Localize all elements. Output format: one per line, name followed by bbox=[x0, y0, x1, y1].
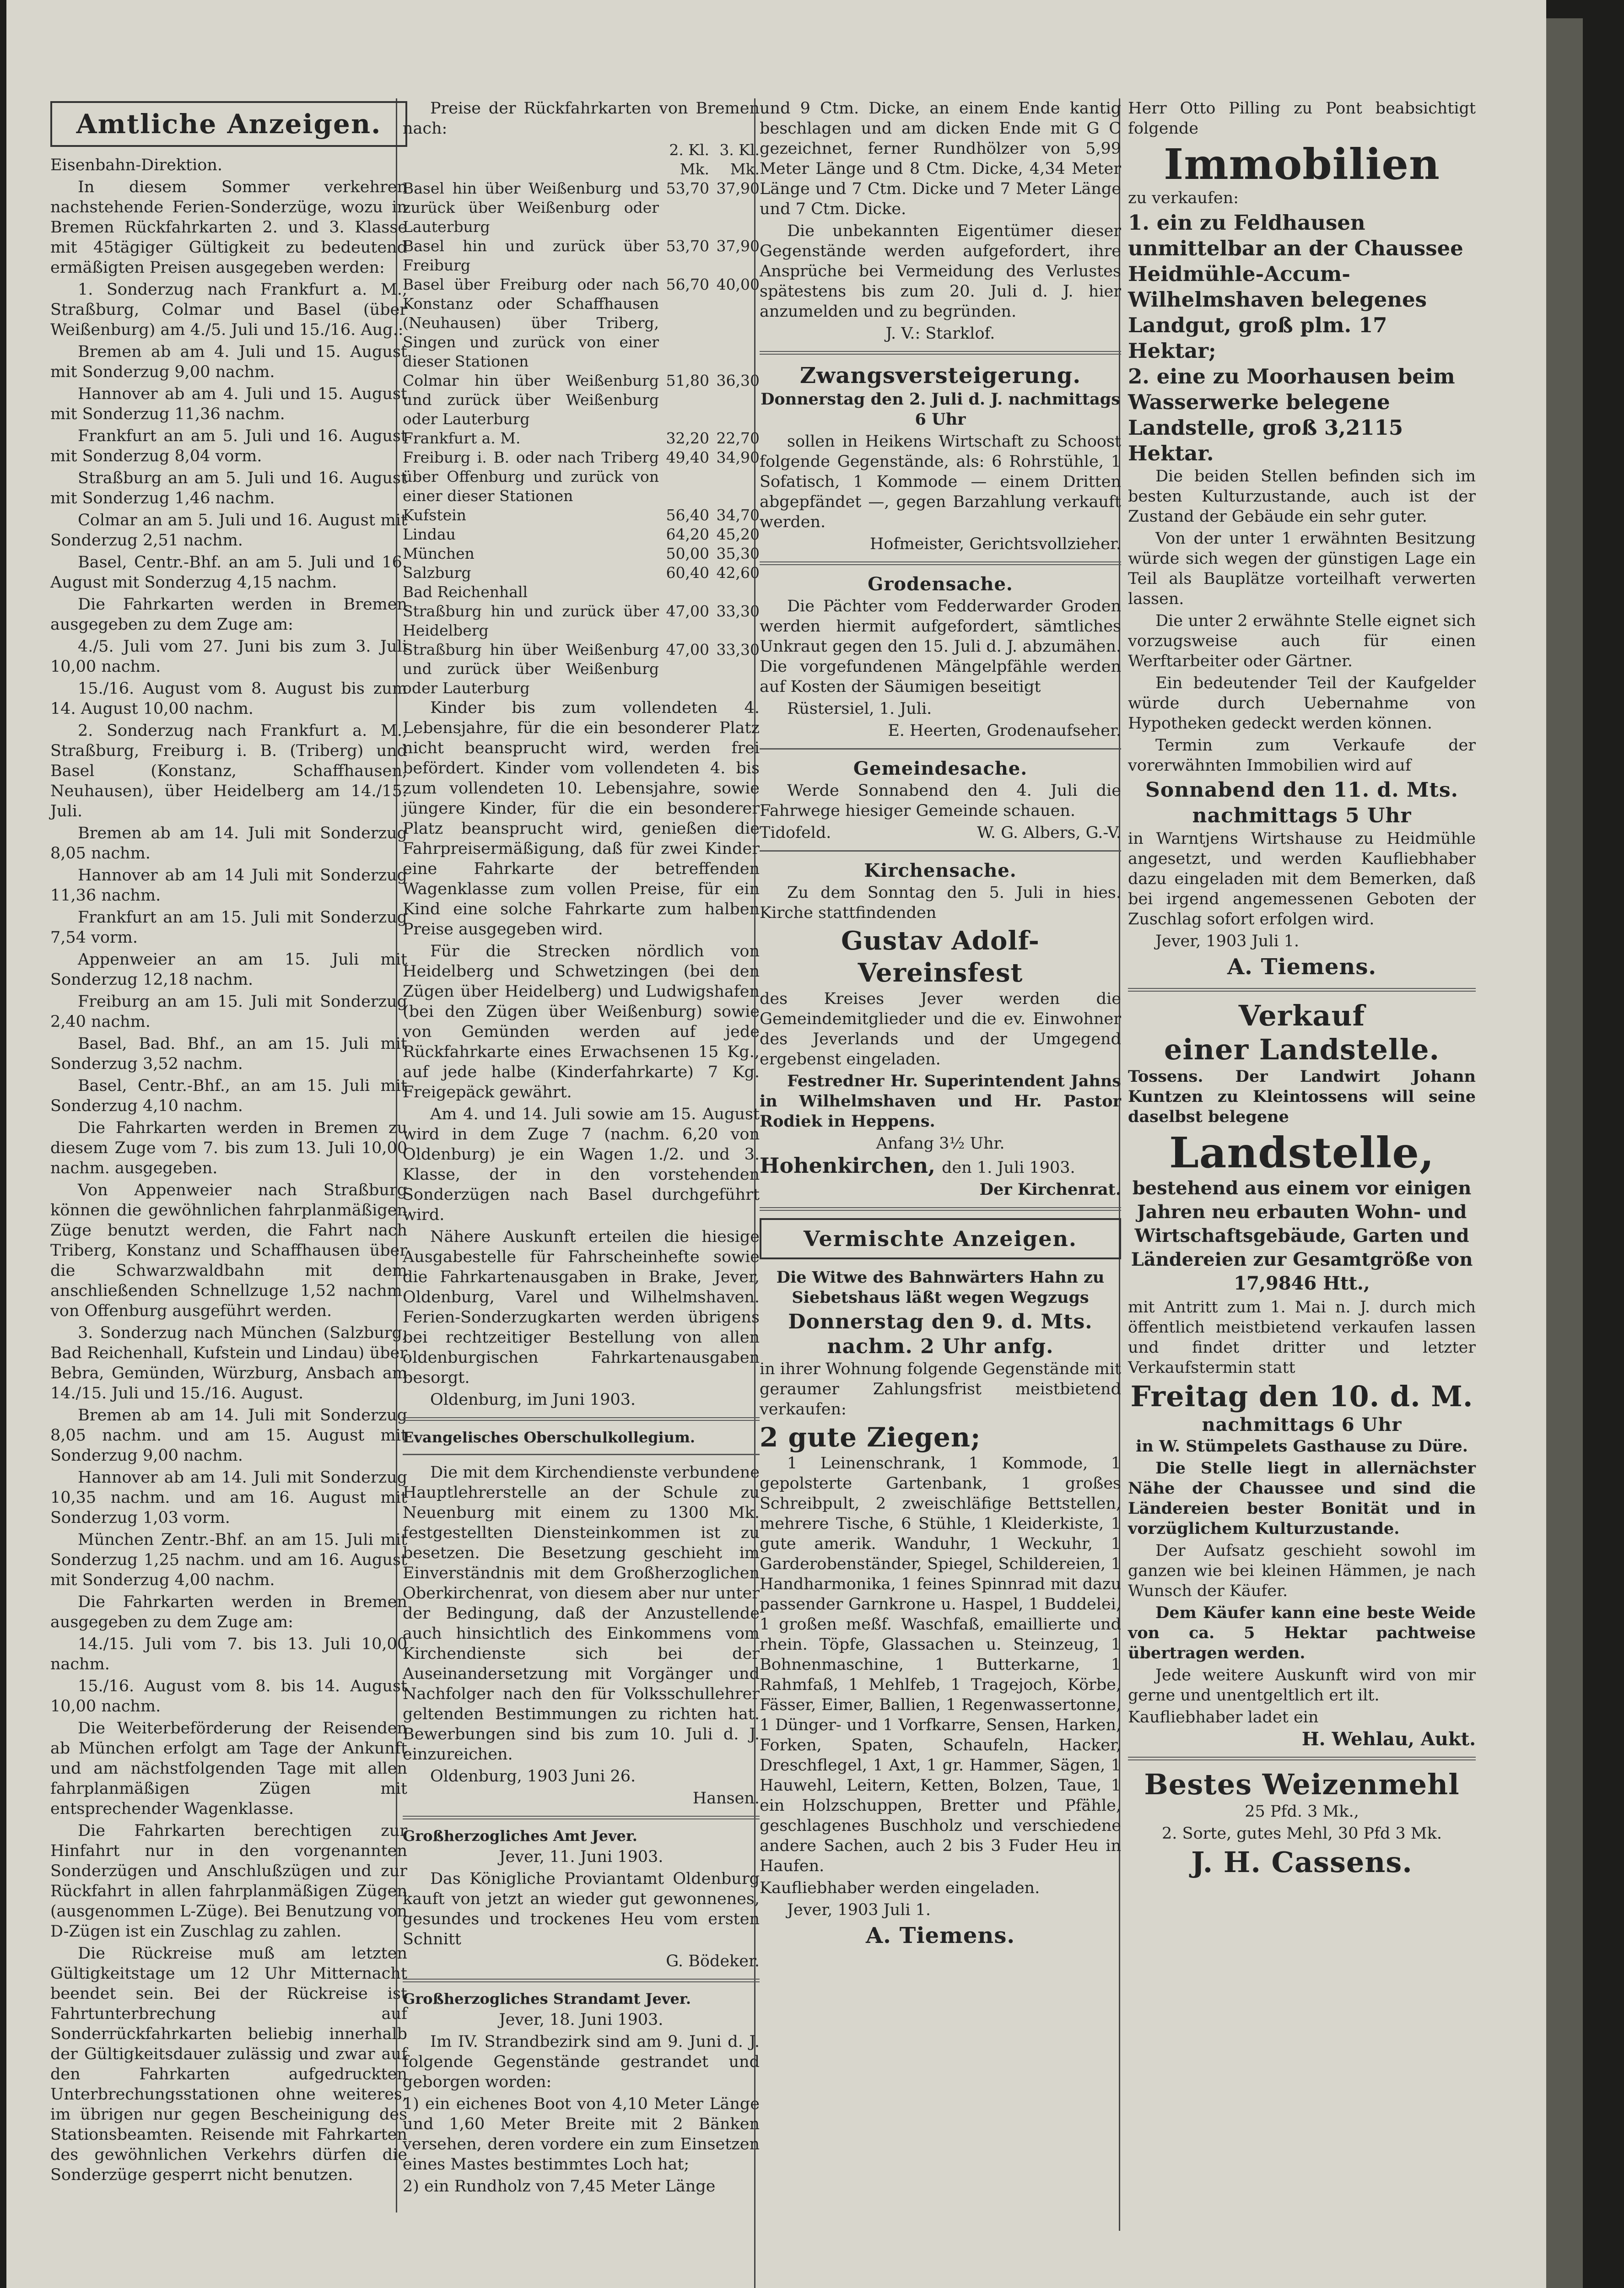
notice-text: Die mit dem Kirchendienste verbundene Hauptlehrerstelle an der Schule zu Neuenburg mit einem zu 1300 Mk. festgestellten Diensteinkommen ist zu besetzen. Die Besetzung geschieht im Einverständnis mit dem Großherzoglichen Oberkirchenrat, von diesem aber nur unter der Bedingung, daß der Anzustellende auch hinsichtlich des Einkommens vom Kirchendienste sich bei der Auseinandersetzung mit Vorgänger und Nachfolger nach den für Volksschullehrer geltenden Bestimmungen zu richten hat. Bewerbungen sind bis zum 10. Juli d. J. einzureichen. bbox=[403, 1463, 760, 1764]
ad-signature: J. H. Cassens. bbox=[1191, 1846, 1413, 1879]
divider bbox=[403, 1454, 760, 1455]
fare-destination: Frankfurt a. M. bbox=[403, 429, 521, 447]
fare-unit-row bbox=[403, 160, 760, 179]
fare-price-2: 60,40 bbox=[666, 564, 709, 582]
fare-price-2: 53,70 bbox=[666, 179, 709, 197]
ad-text: Der Aufsatz geschieht sowohl im ganzen wie bei kleinen Hämmen, je nach Wunsch der Käufer. bbox=[1128, 1542, 1476, 1600]
fare-class-2: 2. Kl. bbox=[669, 141, 709, 159]
fare-row bbox=[403, 563, 760, 583]
ad-text: Von der unter 1 erwähnten Besitzung würde sich wegen der günstigen Lage ein Teil als Bauplätze vorteilhaft verwerten lassen. bbox=[1128, 529, 1476, 608]
fare-row bbox=[403, 583, 760, 602]
paragraph: 2) ein Rundholz von 7,45 Meter Länge bbox=[403, 2177, 716, 2196]
auction-date: Sonnabend den 11. d. Mts. nachmittags 5 Uhr bbox=[1145, 778, 1458, 827]
fare-price-2: 56,70 bbox=[666, 275, 709, 293]
ad-text: Termin zum Verkaufe der vorerwähnten Immobilien wird auf bbox=[1128, 736, 1476, 775]
fare-destination: Straßburg hin über Weißenburg und zurück über Weißenburg oder Lauterburg bbox=[403, 641, 659, 697]
auction-date: Donnerstag den 9. d. Mts. nachm. 2 Uhr anfg. bbox=[788, 1310, 1093, 1358]
fare-destination: Basel über Freiburg oder nach Konstanz oder Schaffhausen (Neuhausen) über Triberg, Singen und zurück von einer dieser Stationen bbox=[403, 275, 659, 370]
fare-header bbox=[403, 140, 760, 160]
fare-destination: Basel hin über Weißenburg und zurück über Weißenburg oder Lauterburg bbox=[403, 179, 659, 236]
fare-price-2: 64,20 bbox=[666, 525, 709, 543]
fare-destination: Bad Reichenhall bbox=[403, 583, 528, 601]
fare-price-2: 49,40 bbox=[666, 448, 709, 466]
ad-title: einer Landstelle. bbox=[1164, 1033, 1440, 1066]
notice-signature: W. G. Albers, G.-V. bbox=[977, 824, 1121, 842]
paragraph: 3. Sonderzug nach München (Salzburg, Bad Reichenhall, Kufstein und Lindau) über Bebra, Gemünden, Würzburg, Ansbach am 14./15. Juli und 15./16. August. bbox=[50, 1324, 407, 1403]
divider bbox=[403, 1816, 760, 1819]
notice-title: Evangelisches Oberschulkollegium. bbox=[403, 1429, 695, 1446]
auction-date: Donnerstag den 2. Juli d. J. nachmittags 6 Uhr bbox=[761, 390, 1120, 429]
paragraph: 2. Sonderzug nach Frankfurt a. M., Straßburg, Freiburg i. B. (Triberg) und Basel (Konstanz, Schaffhausen, Neuhausen), über Heidelberg am 14./15. Juli. bbox=[50, 722, 407, 820]
fare-row bbox=[403, 544, 760, 563]
auction-highlight: 2 gute Ziegen; bbox=[760, 1422, 981, 1453]
paragraph: Basel, Bad. Bhf., an am 15. Juli mit Sonderzug 3,52 nachm. bbox=[50, 1035, 407, 1073]
ad-text: Die beiden Stellen befinden sich im besten Kulturzustande, auch ist der Zustand der Gebäude ein sehr guter. bbox=[1128, 467, 1476, 526]
fare-unit-3: Mk. bbox=[730, 160, 760, 178]
event-time: Anfang 3½ Uhr. bbox=[876, 1134, 1005, 1153]
fare-destination: München bbox=[403, 545, 475, 562]
paragraph: Basel, Centr.-Bhf., an am 15. Juli mit Sonderzug 4,10 nachm. bbox=[50, 1077, 407, 1115]
paragraph: 1) ein eichenes Boot von 4,10 Meter Länge und 1,60 Meter Breite mit 2 Bänken versehen, deren vordere ein zum Einsetzen eines Mastes bestimmtes Loch hat; bbox=[403, 2095, 760, 2174]
column-auctions bbox=[760, 98, 1121, 1949]
notice-signature: Der Kirchenrat. bbox=[979, 1180, 1121, 1199]
ad-title: Bestes Weizenmehl bbox=[1144, 1768, 1460, 1801]
fare-price-2: 50,00 bbox=[666, 545, 709, 562]
fare-price-3: 36,30 bbox=[716, 372, 760, 389]
divider bbox=[760, 850, 1121, 852]
notice-title: Großherzogliches Amt Jever. bbox=[403, 1827, 637, 1845]
fare-destination: Basel hin und zurück über Freiburg bbox=[403, 237, 659, 274]
fare-row bbox=[403, 602, 760, 640]
fare-price-2: 51,80 bbox=[666, 372, 709, 389]
ad-text: zu verkaufen: bbox=[1128, 189, 1239, 207]
paragraph: Von Appenweier nach Straßburg können die gewöhnlichen fahrplanmäßigen Züge benutzt werden, die Fahrt nach Triberg, Konstanz und Schaffhausen über die Schwarzwaldbahn mit dem anschließenden Schnellzuge 1,52 nachm. von Offenburg ausgeführt werden. bbox=[50, 1181, 407, 1320]
paragraph: Für die Strecken nördlich von Heidelberg und Schwetzingen (bei den Zügen über Heidelberg) und Ludwigshafen (bei den Zügen über Weißenburg) sowie von Gemünden werden auf jede Rückfahrkarte eines Erwachsenen 15 Kg., auf jede halbe (Kinderfahrkarte) 7 Kg. Freigepäck gewährt. bbox=[403, 942, 760, 1101]
ad-text: in Warntjens Wirtshause zu Heidmühle angesetzt, und werden Kaufliebhaber dazu eingeladen mit dem Bemerken, daß bei irgend angemessenen Geboten der Zuschlag sofort erfolgen wird. bbox=[1128, 830, 1476, 928]
ad-signature: H. Wehlau, Aukt. bbox=[1301, 1728, 1476, 1750]
fare-row bbox=[403, 506, 760, 525]
fare-destination: Colmar hin über Weißenburg und zurück über Weißenburg oder Lauterburg bbox=[403, 372, 659, 428]
fare-price-2: 56,40 bbox=[666, 506, 709, 524]
notice-text: Festredner Hr. Superintendent Jahns in Wilhelmshaven und Hr. Pastor Rodiek in Heppens. bbox=[760, 1072, 1121, 1131]
paragraph: Bremen ab am 14. Juli mit Sonderzug 8,05 nachm. und am 15. August mit Sonderzug 9,00 nachm. bbox=[50, 1406, 407, 1465]
ad-text: 25 Pfd. 3 Mk., bbox=[1245, 1802, 1359, 1821]
fare-price-3: 22,70 bbox=[716, 429, 760, 447]
notice-text: Die Pächter vom Fedderwarder Groden werden hiermit aufgefordert, sämtliches Unkraut gegen den 15. Juli d. J. abzumähen. Die vorgefundenen Mängelpfähle werden auf Kosten der Säumigen beseitigt bbox=[760, 597, 1121, 696]
fare-price-3: 33,30 bbox=[716, 602, 760, 620]
column-real-estate bbox=[1128, 98, 1476, 1879]
fare-row bbox=[403, 179, 760, 237]
notice-date: Jever, 1903 Juli 1. bbox=[787, 1901, 931, 1919]
fare-price-3: 33,30 bbox=[716, 641, 760, 658]
auction-items: 1 Leinenschrank, 1 Kommode, 1 gepolsterte Gartenbank, 1 großes Schreibpult, 2 zweischläfige Bettstellen, mehrere Tische, 6 Stühle, 1 Kleiderkiste, 1 gute amerik. Wanduhr, 1 Weckuhr, 1 Garderobenständer, Spiegel, Schildereien, 1 Handharmonika, 1 feines Spinnrad mit dazu passender Garnkrone u. Haspel, 1 Buddelei, 1 großen meßf. Waschfaß, emaillierte und rhein. Töpfe, Glassachen u. Steinzeug, 1 Bohnenmaschine, 1 Butterkarne, 1 Rahmfaß, 1 Mehlfeb, 1 Tragejoch, Körbe, Fässer, Eimer, Ballien, 1 Regenwassertonne, 1 Dünger- und 1 Vorfkarre, Sensen, Harken, Forken, Spaten, Schaufeln, Hacker, Dreschflegel, 1 Axt, 1 gr. Hammer, Sägen, 1 Hauwehl, Leitern, Ketten, Bolzen, Taue, 1 ein Holzschuppen, Bretter und Pfähle, geschlagenes Buschholz und verschiedene andere Sachen, auch 2 bis 3 Fuder Heu in Haufen. bbox=[760, 1454, 1121, 1875]
notice-signature: E. Heerten, Grodenaufseher. bbox=[888, 722, 1121, 740]
ad-text: Jede weitere Auskunft wird von mir gerne und unentgeltlich ert ilt. bbox=[1128, 1666, 1476, 1705]
auction-date: Freitag den 10. d. M. bbox=[1130, 1380, 1473, 1413]
notice-signature: Hansen. bbox=[692, 1789, 760, 1808]
auction-place: in W. Stümpelets Gasthause zu Düre. bbox=[1136, 1437, 1468, 1456]
paragraph: Hannover ab am 4. Juli und 15. August mit Sonderzug 11,36 nachm. bbox=[50, 385, 407, 423]
fare-row bbox=[403, 525, 760, 544]
paragraph: Die Fahrkarten berechtigen zur Hinfahrt nur in den vorgenannten Sonderzügen und Anschlußzügen und zur Rückfahrt in allen fahrplanmäßigen Zügen (ausgenommen L-Züge). Bei Benutzung von D-Zügen ist ein Zuschlag zu zahlen. bbox=[50, 1822, 407, 1941]
divider bbox=[760, 561, 1121, 565]
paragraph: 15./16. August vom 8. bis 14. August 10,00 nachm. bbox=[50, 1677, 407, 1716]
paragraph: 1. Sonderzug nach Frankfurt a. M., Straßburg, Colmar und Basel (über Weißenburg) am 4./5. Juli und 15./16. Aug.: bbox=[50, 281, 407, 339]
ad-text: Dem Käufer kann eine beste Weide von ca. 5 Hektar pachtweise übertragen werden. bbox=[1128, 1603, 1476, 1662]
notice-place: Hohenkirchen, bbox=[760, 1153, 936, 1178]
property-item: 2. eine zu Moorhausen beim Wasserwerke belegene Landstelle, groß 3,2115 Hektar. bbox=[1128, 364, 1455, 465]
paragraph: München Zentr.-Bhf. an am 15. Juli mit Sonderzug 1,25 nachm. und am 16. August mit Sonderzug 4,00 nachm. bbox=[50, 1531, 407, 1589]
office-name: Eisenbahn-Direktion. bbox=[50, 156, 223, 174]
fare-row bbox=[403, 275, 760, 371]
auction-title: Zwangsversteigerung. bbox=[799, 363, 1081, 389]
ad-text: 2. Sorte, gutes Mehl, 30 Pfd 3 Mk. bbox=[1162, 1824, 1442, 1843]
fare-price-3: 37,90 bbox=[716, 179, 760, 197]
fare-row bbox=[403, 371, 760, 429]
auction-time: nachmittags 6 Uhr bbox=[1202, 1414, 1402, 1435]
paragraph: Freiburg an am 15. Juli mit Sonderzug 2,40 nachm. bbox=[50, 993, 407, 1031]
notice-text: Die unbekannten Eigentümer dieser Gegenstände werden aufgefordert, ihre Ansprüche bei Vermeidung des Verlustes spätestens bis zum 20. Juli d. J. hier anzumelden und zu begründen. bbox=[760, 222, 1121, 321]
notice-place: Tidofeld. bbox=[760, 824, 831, 842]
notice-footer bbox=[760, 1155, 1121, 1178]
ad-title-big: Landstelle, bbox=[1169, 1128, 1435, 1177]
fare-price-3: 42,60 bbox=[716, 564, 760, 582]
notice-text: und 9 Ctm. Dicke, an einem Ende kantig beschlagen und am dicken Ende mit G C gezeichnet, ferner Rundhölzer von 5,99 Meter Länge und 8 Ctm. Dicke, 4,34 Meter Länge und 7 Ctm. Dicke und 7 Meter Länge und 7 Ctm. Dicke. bbox=[760, 99, 1121, 218]
fare-row bbox=[403, 237, 760, 275]
ad-text: Kaufliebhaber ladet ein bbox=[1128, 1708, 1319, 1727]
fare-destination: Lindau bbox=[403, 525, 456, 543]
paragraph: Bremen ab am 4. Juli und 15. August mit Sonderzug 9,00 nachm. bbox=[50, 343, 407, 381]
property-list bbox=[1128, 210, 1476, 466]
notice-title: Großherzogliches Strandamt Jever. bbox=[403, 1990, 691, 2007]
notice-date: Jever, 11. Juni 1903. bbox=[499, 1848, 664, 1866]
paragraph: Die Rückreise muß am letzten Gültigkeitstage um 12 Uhr Mitternacht beendet sein. Bei der Rückreise ist Fahrtunterbrechung auf Sonderrückfahrkarten beliebig innerhalb der Gültigkeitsdauer zulässig und zwar auf den Fahrkarten aufgedruckten Unterbrechungsstationen ohne weiteres, im übrigen nur gegen Bescheinigung des Stationsbeamten. Reisende mit Fahrkarten des gewöhnlichen Verkehrs dürfen die Sonderzüge gesperrt nicht benutzen. bbox=[50, 1944, 407, 2184]
fare-intro: Preise der Rückfahrkarten von Bremen nach: bbox=[403, 99, 760, 138]
paragraph: Die Weiterbeförderung der Reisenden ab München erfolgt am Tage der Ankunft und am nächstfolgenden Tage mit allen fahrplanmäßigen Zügen mit entsprechender Wagenklasse. bbox=[50, 1719, 407, 1818]
paragraph: 15./16. August vom 8. August bis zum 14. August 10,00 nachm. bbox=[50, 680, 407, 718]
fare-class-3: 3. Kl. bbox=[719, 141, 760, 159]
notice-place: Rüstersiel, 1. Juli. bbox=[787, 700, 932, 718]
fare-row bbox=[403, 448, 760, 506]
notice-footer bbox=[760, 823, 1121, 843]
notice-date: Jever, 18. Juni 1903. bbox=[499, 2011, 664, 2029]
notice-date: Oldenburg, 1903 Juni 26. bbox=[430, 1767, 636, 1786]
fare-signature: Oldenburg, im Juni 1903. bbox=[430, 1391, 636, 1409]
notice-title: Grodensache. bbox=[868, 573, 1013, 595]
paragraph: Frankfurt an am 15. Juli mit Sonderzug 7,54 vorm. bbox=[50, 908, 407, 947]
ad-signature: A. Tiemens. bbox=[1227, 954, 1377, 980]
ad-text: Die unter 2 erwähnte Stelle eignet sich vorzugsweise auch für einen Werftarbeiter oder Gärtner. bbox=[1128, 612, 1476, 670]
notice-title: Kirchensache. bbox=[864, 860, 1017, 881]
notice-intro: In diesem Sommer verkehren nachstehende Ferien-Sonderzüge, wozu in Bremen Rückfahrkarten 2. und 3. Klasse mit 45tägiger Gültigkeit zu bedeutend ermäßigten Preisen ausgegeben werden: bbox=[50, 178, 407, 277]
fare-destination: Kufstein bbox=[403, 506, 466, 524]
paragraph: Kinder bis zum vollendeten 4. Lebensjahre, für die ein besonderer Platz nicht beansprucht wird, werden frei befördert. Kinder vom vollendeten 4. bis zum vollendeten 10. Lebensjahre, sowie jüngere Kinder, für die ein besonderer Platz beansprucht wird, genießen die Fahrpreisermäßigung, daß für zwei Kinder eine Fahrkarte der betreffenden Wagenklasse zum vollen Preise, für ein Kind eine solche Fahrkarte zum halben Preise ausgegeben wird. bbox=[403, 699, 760, 939]
fare-price-3: 34,70 bbox=[716, 506, 760, 524]
fare-price-2: 53,70 bbox=[666, 237, 709, 255]
notice-text: des Kreises Jever werden die Gemeindemitglieder und die ev. Einwohner des Jeverlands und der Umgegend ergebenst eingeladen. bbox=[760, 990, 1121, 1068]
notice-text: Die Witwe des Bahnwärters Hahn zu Siebetshaus läßt wegen Wegzugs bbox=[776, 1268, 1105, 1307]
divider bbox=[1128, 1757, 1476, 1760]
fare-price-2: 47,00 bbox=[666, 641, 709, 658]
notice-paragraphs bbox=[50, 280, 407, 2185]
event-title: Gustav Adolf-Vereinsfest bbox=[841, 926, 1040, 988]
notice-text: Im IV. Strandbezirk sind am 9. Juni d. J. folgende Gegenstände gestrandet und geborgen worden: bbox=[403, 2033, 760, 2091]
fare-price-3: 35,30 bbox=[716, 545, 760, 562]
divider bbox=[760, 1207, 1121, 1211]
fare-price-3: 40,00 bbox=[716, 275, 760, 293]
paragraph: Colmar an am 5. Juli und 16. August mit Sonderzug 2,51 nachm. bbox=[50, 511, 407, 550]
notice-text: Kaufliebhaber werden eingeladen. bbox=[760, 1879, 1040, 1897]
auction-signature: Hofmeister, Gerichtsvollzieher. bbox=[869, 535, 1121, 553]
paragraph: 4./5. Juli vom 27. Juni bis zum 3. Juli 10,00 nachm. bbox=[50, 637, 407, 676]
page-edge bbox=[1546, 18, 1583, 2288]
paragraph: Hannover ab am 14. Juli mit Sonderzug 10,35 nachm. und am 16. August mit Sonderzug 1,03 vorm. bbox=[50, 1468, 407, 1527]
property-item: 1. ein zu Feldhausen unmittelbar an der Chaussee Heidmühle-Accum-Wilhelmshaven belegenes Landgut, groß plm. 17 Hektar; bbox=[1128, 210, 1463, 363]
ad-title: Immobilien bbox=[1164, 140, 1440, 189]
ad-text: mit Antritt zum 1. Mai n. J. durch mich öffentlich meistbietend verkaufen lassen und findet dritter und letzter Verkaufstermin statt bbox=[1128, 1298, 1476, 1377]
auction-text: sollen in Heikens Wirtschaft zu Schoost folgende Gegenstände, als: 6 Rohrstühle, 1 Sofatisch, 1 Kommode — einem Dritten abgepfändet —, gegen Barzahlung verkauft werden. bbox=[760, 432, 1121, 531]
paragraph: Frankfurt an am 5. Juli und 16. August mit Sonderzug 8,04 vorm. bbox=[50, 427, 407, 465]
paragraph: Nähere Auskunft erteilen die hiesige Ausgabestelle für Fahrscheinhefte sowie die Fahrkartenausgaben in Brake, Jever, Oldenburg, Varel und Wilhelmshaven. Ferien-Sonderzugkarten werden übrigens bei rechtzeitiger Bestellung von allen oldenburgischen Fahrkartenausgaben besorgt. bbox=[403, 1228, 760, 1387]
notice-signature: J. V.: Starklof. bbox=[885, 324, 995, 343]
divider bbox=[760, 748, 1121, 750]
fare-unit-2: Mk. bbox=[680, 160, 709, 178]
paragraph: 14./15. Juli vom 7. bis 13. Juli 10,00 nachm. bbox=[50, 1635, 407, 1673]
fare-row bbox=[403, 429, 760, 448]
notice-date: den 1. Juli 1903. bbox=[942, 1159, 1075, 1177]
fare-destination: Salzburg bbox=[403, 564, 471, 582]
section-header: Vermischte Anzeigen. bbox=[760, 1218, 1121, 1259]
fare-notes bbox=[403, 698, 760, 1388]
paragraph: Die Fahrkarten werden in Bremen ausgegeben zu dem Zuge am: bbox=[50, 1593, 407, 1631]
fare-price-2 bbox=[659, 583, 709, 602]
column-official-notices bbox=[50, 98, 407, 2187]
ad-text: Tossens. Der Landwirt Johann Kuntzen zu Kleintossens will seine daselbst belegene bbox=[1128, 1067, 1476, 1126]
paragraph: Basel, Centr.-Bhf. an am 5. Juli und 16. August mit Sonderzug 4,15 nachm. bbox=[50, 553, 407, 592]
fare-row bbox=[403, 640, 760, 698]
notice-text: Werde Sonnabend den 4. Juli die Fahrwege hiesiger Gemeinde schauen. bbox=[760, 782, 1121, 820]
fare-destination: Straßburg hin und zurück über Heidelberg bbox=[403, 602, 659, 639]
notice-list bbox=[403, 2094, 760, 2196]
paragraph: Appenweier an am 15. Juli mit Sonderzug 12,18 nachm. bbox=[50, 950, 407, 989]
fare-price-3: 34,90 bbox=[716, 448, 760, 466]
ad-text: Die Stelle liegt in allernächster Nähe der Chaussee und sind die Ländereien bester Bonität und in vorzüglichem Kulturzustande. bbox=[1128, 1459, 1476, 1538]
paragraph: Die Fahrkarten werden in Bremen zu diesem Zuge vom 7. bis zum 13. Juli 10,00 nachm. ausgegeben. bbox=[50, 1119, 407, 1177]
notice-text: in ihrer Wohnung folgende Gegenstände mit geraumer Zahlungsfrist meistbietend verkaufen: bbox=[760, 1360, 1121, 1419]
fare-price-3: 37,90 bbox=[716, 237, 760, 255]
paragraph: Die Fahrkarten werden in Bremen ausgegeben zu dem Zuge am: bbox=[50, 595, 407, 634]
paragraph: Am 4. und 14. Juli sowie am 15. August wird in dem Zuge 7 (nachm. 6,20 von Oldenburg) je ein Wagen 1./2. und 3. Klasse, der in den vorstehenden Sonderzügen nach Basel durchgeführt wird. bbox=[403, 1105, 760, 1224]
ad-text: bestehend aus einem vor einigen Jahren neu erbauten Wohn- und Wirtschaftsgebäude, Garten und Ländereien zur Gesamtgröße von 17,9846 Htt., bbox=[1131, 1177, 1473, 1294]
divider bbox=[403, 1979, 760, 1982]
notice-text: Zu dem Sonntag den 5. Juli in hies. Kirche stattfindenden bbox=[760, 884, 1121, 922]
fare-price-3: 45,20 bbox=[716, 525, 760, 543]
divider bbox=[760, 351, 1121, 355]
paragraph: Straßburg an am 5. Juli und 16. August mit Sonderzug 1,46 nachm. bbox=[50, 469, 407, 507]
notice-title: Gemeindesache. bbox=[853, 758, 1028, 779]
divider bbox=[403, 1417, 760, 1421]
ad-title: Verkauf bbox=[1238, 999, 1365, 1032]
fare-destination: Freiburg i. B. oder nach Triberg über Offenburg und zurück von einer dieser Stationen bbox=[403, 448, 659, 505]
divider bbox=[1128, 988, 1476, 992]
paragraph: Hannover ab am 14 Juli mit Sonderzug 11,36 nachm. bbox=[50, 866, 407, 905]
notice-signature: G. Bödeker. bbox=[666, 1952, 760, 1970]
ad-date: Jever, 1903 Juli 1. bbox=[1155, 932, 1300, 950]
fare-price-2: 32,20 bbox=[666, 429, 709, 447]
section-header: Amtliche Anzeigen. bbox=[50, 101, 407, 147]
column-fares-and-notices bbox=[403, 98, 760, 2198]
paragraph: Bremen ab am 14. Juli mit Sonderzug 8,05 nachm. bbox=[50, 824, 407, 863]
fare-price-3 bbox=[709, 583, 760, 602]
notice-text: Das Königliche Proviantamt Oldenburg kauft von jetzt an wieder gut gewonnenes, gesundes und trockenes Heu vom ersten Schnitt bbox=[403, 1870, 760, 1948]
fare-price-2: 47,00 bbox=[666, 602, 709, 620]
fare-table bbox=[403, 179, 760, 698]
ad-intro: Herr Otto Pilling zu Pont beabsichtigt folgende bbox=[1128, 99, 1476, 138]
notice-signature: A. Tiemens. bbox=[865, 1923, 1015, 1948]
ad-text: Ein bedeutender Teil der Kaufgelder würde durch Uebernahme von Hypotheken gedeckt werden können. bbox=[1128, 674, 1476, 733]
